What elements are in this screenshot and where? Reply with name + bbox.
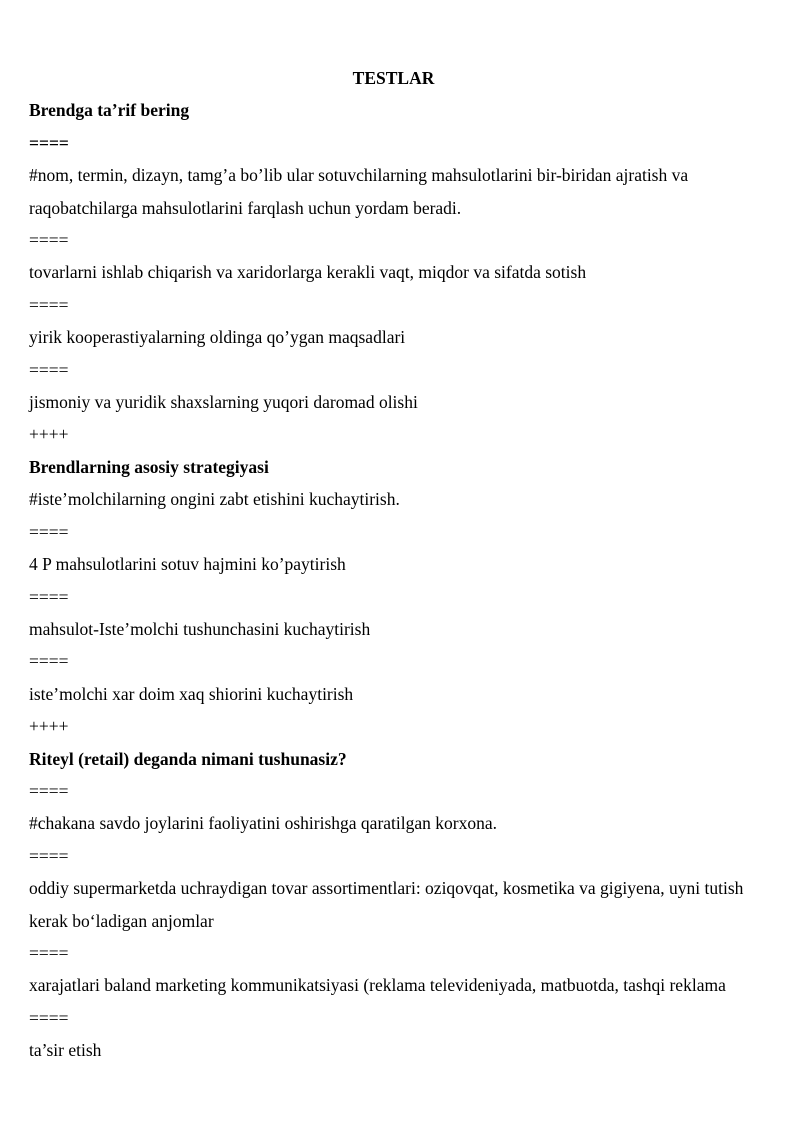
separator: ====	[29, 1007, 69, 1028]
separator: ====	[29, 942, 69, 963]
question-1: Brendga ta’rif bering	[29, 100, 190, 121]
answer-option: iste’molchi xar doim xaq shiorini kuchaytirish	[29, 683, 354, 704]
question-end-marker: ++++	[29, 716, 69, 737]
answer-option: ta’sir etish	[29, 1040, 102, 1061]
answer-option: #iste’molchilarning ongini zabt etishini kuchaytirish.	[29, 489, 400, 510]
separator: ====	[29, 586, 69, 607]
answer-option: mahsulot-Iste’molchi tushunchasini kuchaytirish	[29, 618, 371, 639]
question-2: Brendlarning asosiy strategiyasi	[29, 456, 269, 477]
separator: ====	[29, 845, 69, 866]
answer-option: #chakana savdo joylarini faoliyatini oshirishga qaratilgan korxona.	[29, 813, 497, 834]
separator: ====	[29, 230, 69, 251]
answer-option: jismoniy va yuridik shaxslarning yuqori daromad olishi	[29, 392, 418, 413]
answer-option: oddiy supermarketda uchraydigan tovar assortimentlari: oziqovqat, kosmetika va gigiyena, uyni tutish kerak bo‘ladigan anjomlar	[29, 878, 744, 931]
separator: ====	[29, 132, 69, 153]
separator: ====	[29, 359, 69, 380]
question-end-marker: ++++	[29, 424, 69, 445]
answer-option: #nom, termin, dizayn, tamg’a bo’lib ular sotuvchilarning mahsulotlarini bir-biridan ajratish va raqobatchilarga mahsulotlarini farqlash uchun yordam beradi.	[29, 165, 689, 218]
question-3: Riteyl (retail) deganda nimani tushunasiz?	[29, 748, 347, 769]
answer-option: yirik kooperastiyalarning oldinga qo’ygan maqsadlari	[29, 327, 406, 348]
document-title: TESTLAR	[352, 68, 435, 88]
answer-option: tovarlarni ishlab chiqarish va xaridorlarga kerakli vaqt, miqdor va sifatda sotish	[29, 262, 587, 283]
separator: ====	[29, 294, 69, 315]
separator: ====	[29, 521, 69, 542]
answer-option: 4 P mahsulotlarini sotuv hajmini ko’paytirish	[29, 554, 346, 575]
answer-option: xarajatlari baland marketing kommunikatsiyasi (reklama televideniyada, matbuotda, tashqi reklama	[29, 975, 726, 996]
separator: ====	[29, 651, 69, 672]
separator: ====	[29, 780, 69, 801]
